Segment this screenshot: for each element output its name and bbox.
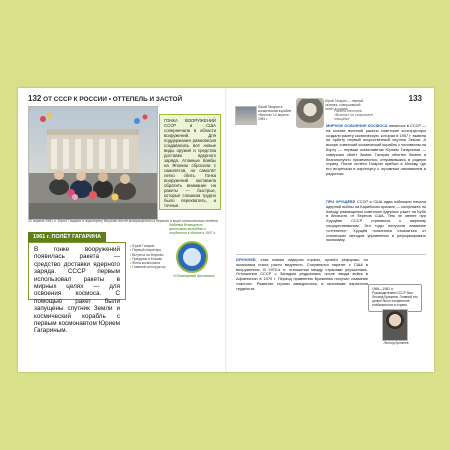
left-page-header: [28, 94, 182, 103]
legend-item: ▪ Праздник в Москве: [130, 257, 172, 261]
brezhnev-portrait: [382, 309, 408, 341]
legend-item: ▪ Главный конструктор: [130, 265, 172, 269]
brezhnev-note: 1964—1982 гг. Руководителем СССР был Леонид Брежнев. Главной его целью было сохранение стабильности в стране.: [368, 284, 422, 312]
running-title: ОТ СССР К РОССИИ • ОТТЕПЕЛЬ И ЗАСТОЙ: [43, 96, 183, 103]
festival-badge-label: VI Всемирный фестиваль: [173, 274, 215, 278]
portrait-caption: Леонид Брежнев: [383, 341, 409, 345]
paragraph-text: , став новым лидером страны, провёл реформы, но экономика стала расти медленно. Сохранялся паритет с США в вооружениях. В 1970-е гг. отношения между странами улучшились. Отношения СССР с Западом ухудшились после ввода войск в Афганистан в 1979 г. Период правления Брежнева получил название «застоя». Развитие страны замедлилось, в экономике нарастали трудности.: [236, 257, 368, 291]
right-page-number: 133: [408, 94, 422, 103]
thumbnail-caption-2: Юрий Гагарин — первый человек, совершивший полёт в космос: [325, 99, 364, 111]
paragraph-lead: БРЕЖНЕВ: [236, 257, 256, 262]
paragraph-lead: ПРИ ХРУЩЁВЕ: [326, 199, 356, 204]
thumbnail-caption-3: Ракета-носитель «Восток» на стартовой площадке: [334, 109, 373, 121]
main-photo: [28, 106, 158, 220]
festival-badge-caption: Эмблема Всемирного фестиваля молодёжи и студентов в Москве в 1957 г.: [169, 223, 216, 235]
legend-item: ▪ Жена космонавта: [130, 261, 172, 265]
festival-emblem-icon: [176, 241, 208, 273]
paragraph-text: началось в СССР — на основе военной ракеты советские конструкторы создали ракету космическую, которая в 1957 г. вывела на орбиту первый искусственный спутник Земли. А вскоре советский космический корабль с человеком на борту — первым космонавтом Юрием Гагариным — совершил облёт Земли. Гагарин облетел Землю и благополучно приземлился, отправившись в родную страну. После полёта Гагарин прибыл в Москву, где его встречали в аэропорту с огромным ликованием и радостью.: [326, 123, 426, 176]
legend-item: ▪ Первый секретарь: [130, 248, 172, 252]
event-box: В гонке вооружений появилась ракета — средство доставки ядерного заряда. СССР первым использовал ракеты в мирных целях — для освоения космоса. С помощью ракет были запущены спутник Земли и космический корабль с первым космонавтом Юрием Гагариным.: [28, 242, 126, 300]
event-tag: 1961 г. ПОЛЁТ ГАГАРИНА: [28, 232, 106, 242]
paragraph-lead: МИРНОЕ ОСВОЕНИЕ КОСМОСА: [326, 123, 388, 128]
photo-icon: [29, 107, 157, 219]
arms-race-sidebox: ГОНКА ВООРУЖЕНИЙ СССР и США соперничали в области вооружений. Для поддержания равновесия создавались всё новые виды оружия и средства доставки ядерного заряда. Атомные бомбы на Японию сбросили с самолётов, но самолёт легко сбить. Гонка вооружений заставила обратить внимание на ракеты — быстрые, которые слишком трудно было перехватить, и точные.: [159, 114, 221, 210]
paragraph-brezhnev: [236, 258, 368, 292]
paragraph-space: [326, 124, 426, 177]
gagarin-portrait: [296, 98, 324, 128]
legend-item: ▪ Юрий Гагарин: [130, 244, 172, 248]
photo-legend: [130, 244, 172, 270]
photo-caption: 12 апреля 1961 г. Юрий Гагарин в аэропорту Внуково после возвращения из первого в мире космического полёта: [28, 219, 218, 223]
section-divider: [236, 254, 426, 255]
legend-item: ▪ Встреча на Внуково: [130, 253, 172, 257]
paragraph-khrushchev: [326, 200, 426, 243]
thumbnail-caption-1: Юрий Гагарин в космическом корабле «Восток» 12 апреля 1961 г.: [258, 105, 292, 121]
book-spread: [18, 88, 434, 372]
right-page: [226, 88, 434, 372]
left-page: [18, 88, 226, 372]
right-page-header: [409, 94, 422, 103]
left-page-number: 132: [28, 94, 42, 103]
paragraph-text: СССР и США едва избежали начала ядерной войны на Карибском кризисе — конфликта по поводу размещения советских ядерных ракет на Кубе в близости от берегов США. Тем не менее при Хрущёве СССР стремился к мирному сосуществованию. Эти годы получили название «оттепели». Хрущёв попытался отказаться от сталинских методов управления и реформировать экономику.: [326, 199, 426, 243]
rocket-thumbnail: [235, 106, 257, 125]
